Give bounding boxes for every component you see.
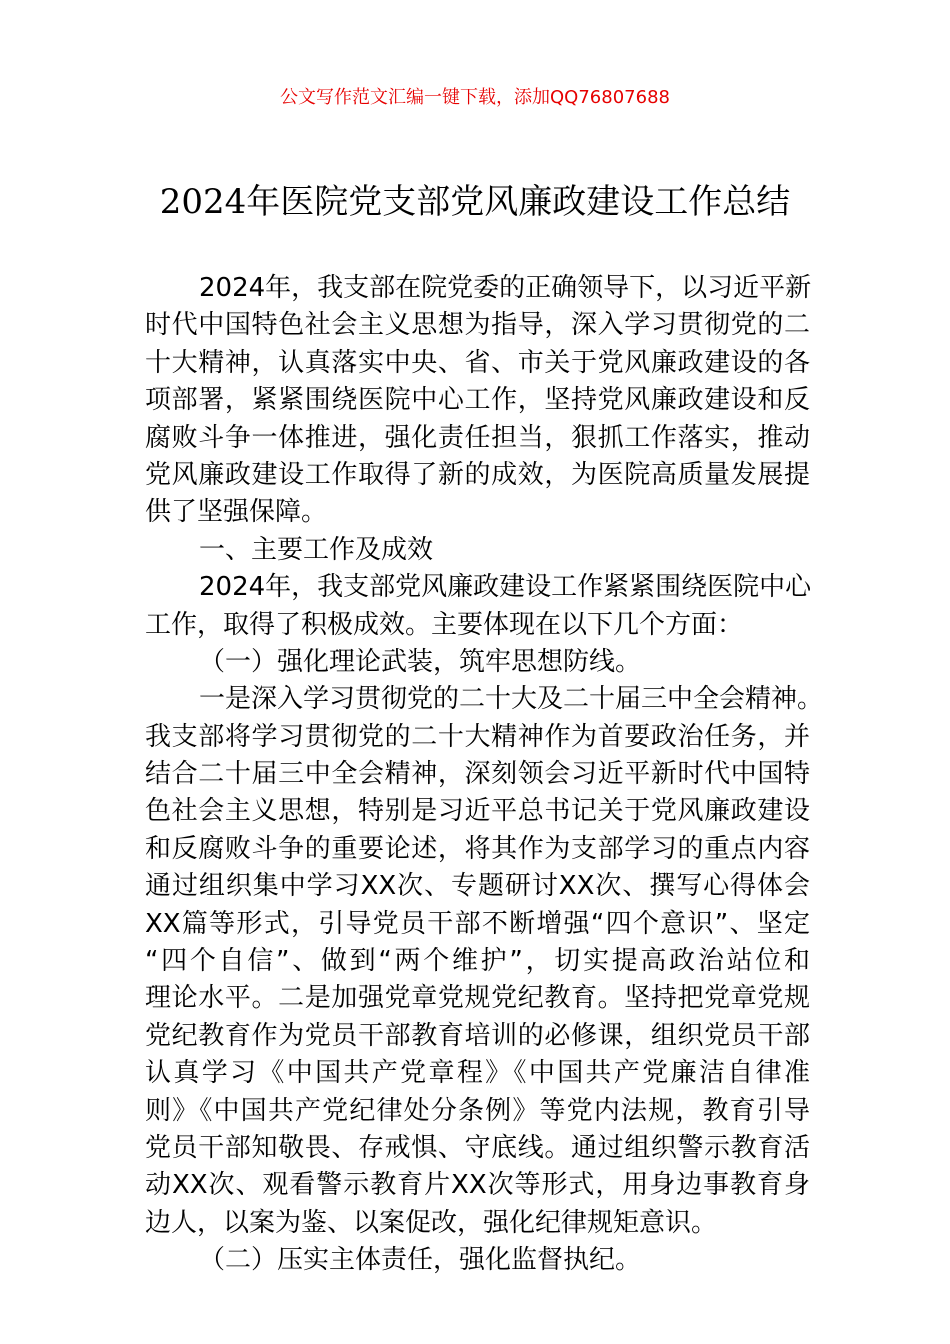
header-banner: 公文写作范文汇编一键下载，添加QQ76807688: [280, 87, 670, 108]
paragraph-line: 工作，取得了积极成效。主要体现在以下几个方面：: [145, 609, 744, 640]
paragraph-line: 理论水平。二是加强党章党规党纪教育。坚持把党章党规: [145, 983, 810, 1014]
paragraph-line: 认真学习《中国共产党章程》《中国共产党廉洁自律准: [145, 1058, 810, 1089]
paragraph-line: 和反腐败斗争的重要论述，将其作为支部学习的重点内容: [145, 833, 810, 864]
paragraph-line: 一是深入学习贯彻党的二十大及二十届三中全会精神。: [199, 684, 824, 715]
paragraph-line: 2024年，我支部党风廉政建设工作紧紧围绕医院中心: [199, 572, 812, 603]
document-body: [145, 270, 824, 1280]
paragraph-line: 项部署，紧紧围绕医院中心工作，坚持党风廉政建设和反: [145, 385, 810, 416]
paragraph-line: 十大精神，认真落实中央、省、市关于党风廉政建设的各: [145, 347, 810, 378]
paragraph-line: 动XX次、观看警示教育片XX次等形式，用身边事教育身: [145, 1170, 810, 1201]
paragraph-line: 边人，以案为鉴、以案促改，强化纪律规矩意识。: [145, 1207, 718, 1238]
paragraph-line: 2024年，我支部在院党委的正确领导下，以习近平新: [199, 273, 812, 303]
subsection-heading: （一）强化理论武装，筑牢思想防线。: [199, 646, 642, 677]
paragraph-line: “四个自信”、做到“两个维护”，切实提高政治站位和: [145, 946, 810, 977]
section-heading: 一、主要工作及成效: [199, 534, 434, 565]
paragraph-line: 我支部将学习贯彻党的二十大精神作为首要政治任务，并: [145, 721, 810, 752]
paragraph-line: 党纪教育作为党员干部教育培训的必修课，组织党员干部: [145, 1020, 810, 1051]
paragraph-line: 腐败斗争一体推进，强化责任担当，狠抓工作落实，推动: [145, 422, 810, 453]
document-title: 2024年医院党支部党风廉政建设工作总结: [159, 182, 791, 222]
paragraph-line: 通过组织集中学习XX次、专题研讨XX次、撰写心得体会: [145, 871, 810, 902]
subsection-heading: （二）压实主体责任，强化监督执纪。: [199, 1245, 642, 1276]
paragraph-line: 色社会主义思想，特别是习近平总书记关于党风廉政建设: [145, 796, 810, 827]
paragraph-line: 党员干部知敬畏、存戒惧、守底线。通过组织警示教育活: [145, 1132, 810, 1163]
paragraph-line: 时代中国特色社会主义思想为指导，深入学习贯彻党的二: [145, 310, 810, 341]
paragraph-line: XX篇等形式，引导党员干部不断增强“四个意识”、坚定: [145, 908, 810, 939]
paragraph-line: 结合二十届三中全会精神，深刻领会习近平新时代中国特: [145, 759, 810, 790]
paragraph-line: 党风廉政建设工作取得了新的成效，为医院高质量发展提: [145, 459, 810, 490]
paragraph-line: 供了坚强保障。: [145, 497, 328, 528]
paragraph-line: 则》《中国共产党纪律处分条例》等党内法规，教育引导: [145, 1095, 810, 1126]
